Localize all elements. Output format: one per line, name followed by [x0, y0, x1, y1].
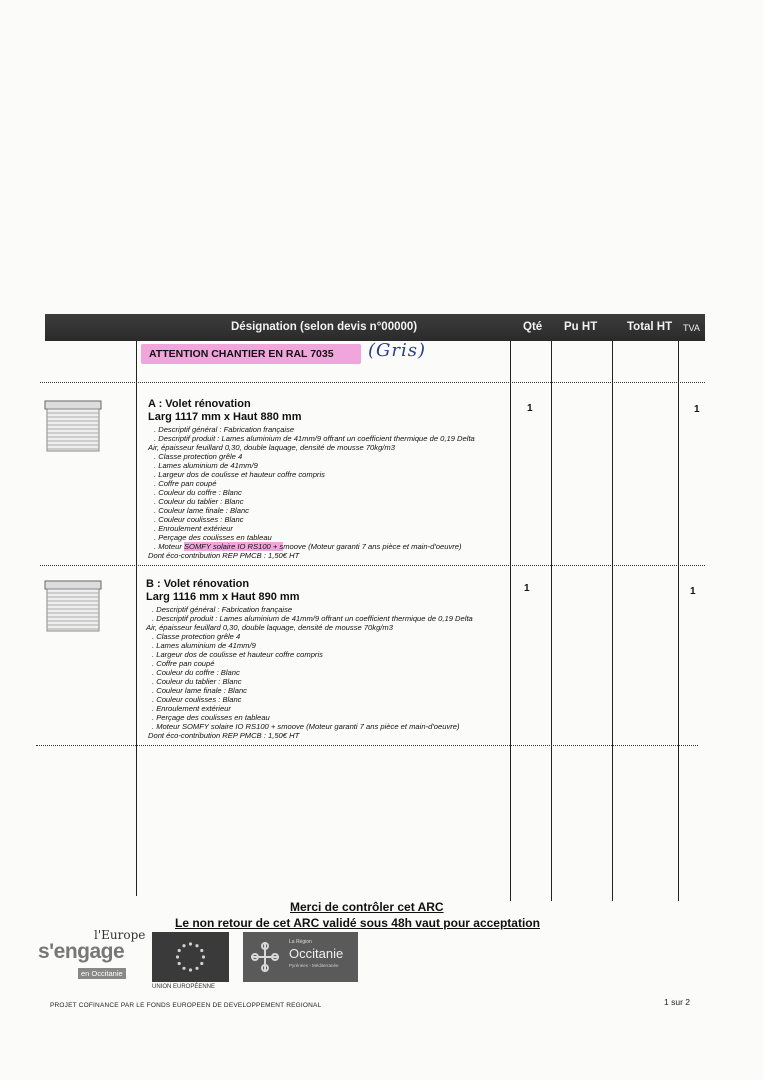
table-header [45, 314, 705, 341]
footer-check-message: Merci de contrôler cet ARC [290, 900, 444, 914]
item-a-title: A : Volet rénovation [148, 398, 251, 410]
row-separator [36, 745, 698, 746]
column-divider [678, 341, 679, 901]
footer-acceptance-message: Le non retour de cet ARC validé sous 48h vaut pour acceptation [175, 916, 540, 930]
occitanie-cross-icon [249, 940, 281, 974]
column-divider [612, 341, 613, 901]
item-a-description: . Descriptif général : Fabrication française . Descriptif produit : Lames aluminium de 41mm/9 offrant un coefficient thermique de 0,19 Delta Air, épaisseur feuillard 0,30, double laquage, densité de mousse 70kg/m3 . Classe protection grêle 4 . Lames aluminium de 41mm/9 . Largeur dos de coulisse et hauteur coffre compris . Coffre pan coupé . Couleur du coffre : Blanc . Couleur du tablier : Blanc . Couleur lame finale : Blanc . Couleur coulisses : Blanc . Enroulement extérieur . Perçage des coulisses en tableau . Moteur SOMFY solaire IO RS100 + smoove (Moteur garanti 7 ans pièce et main-d'oeuvre) Dont éco-contribution REP PMCB : 1,50€ HT [148, 425, 475, 560]
funding-statement: PROJET COFINANCE PAR LE FONDS EUROPEEN DE DEVELOPPEMENT REGIONAL [50, 1002, 322, 1009]
item-b-description: . Descriptif général : Fabrication française . Descriptif produit : Lames aluminium de 41mm/9 offrant un coefficient thermique de 0,19 Delta Air, épaisseur feuillard 0,30, double laquage, densité de mousse 70kg/m3 . Classe protection grêle 4 . Lames aluminium de 41mm/9 . Largeur dos de coulisse et hauteur coffre compris . Coffre pan coupé . Couleur du coffre : Blanc . Couleur du tablier : Blanc . Couleur lame finale : Blanc . Couleur coulisses : Blanc . Enroulement extérieur . Perçage des coulisses en tableau . Moteur SOMFY solaire IO RS100 + smoove (Moteur garanti 7 ans pièce et main-d'oeuvre) Dont éco-contribution REP PMCB : 1,50€ HT [146, 605, 473, 740]
page-number: 1 sur 2 [664, 997, 690, 1007]
eu-stars-icon [152, 932, 229, 982]
header-qty: Qté [523, 321, 543, 333]
europe-sengage-logo: l'Europe s'engage en Occitanie [38, 928, 146, 978]
header-total-ht: Total HT [627, 321, 673, 333]
row-separator [40, 565, 705, 566]
eu-caption: UNION EUROPÉENNE [152, 984, 216, 990]
column-divider [136, 341, 137, 896]
item-a-motor: . Moteur SOMFY solaire IO RS100 + smoove (Moteur garanti 7 ans pièce et main-d'oeuvre) [154, 542, 462, 551]
item-a-eco: Dont éco-contribution REP PMCB : 1,50€ HT [148, 551, 300, 560]
item-a-qty: 1 [527, 403, 533, 414]
occitanie-logo: La Région Occitanie Pyrénées - Méditerranée [243, 932, 358, 982]
item-b-title: B : Volet rénovation [146, 578, 250, 590]
item-b-tva: 1 [690, 586, 696, 597]
attention-note: ATTENTION CHANTIER EN RAL 7035 [141, 344, 361, 364]
header-tva: TVA [683, 323, 700, 333]
item-b-dimensions: Larg 1116 mm x Haut 890 mm [146, 591, 300, 603]
item-a-tva: 1 [694, 404, 700, 415]
eu-flag-logo [152, 932, 229, 982]
item-a-dimensions: Larg 1117 mm x Haut 880 mm [148, 411, 302, 423]
item-b-qty: 1 [524, 583, 530, 594]
header-designation: Désignation (selon devis n°00000) [231, 321, 418, 333]
item-b-eco: Dont éco-contribution REP PMCB : 1,50€ HT [148, 731, 300, 740]
roller-shutter-image [44, 580, 102, 632]
roller-shutter-image [44, 400, 102, 452]
column-divider [510, 341, 511, 901]
row-separator [40, 382, 705, 383]
handwritten-note: (Gris) [368, 340, 427, 361]
column-divider [551, 341, 552, 901]
header-pu-ht: Pu HT [564, 321, 598, 333]
